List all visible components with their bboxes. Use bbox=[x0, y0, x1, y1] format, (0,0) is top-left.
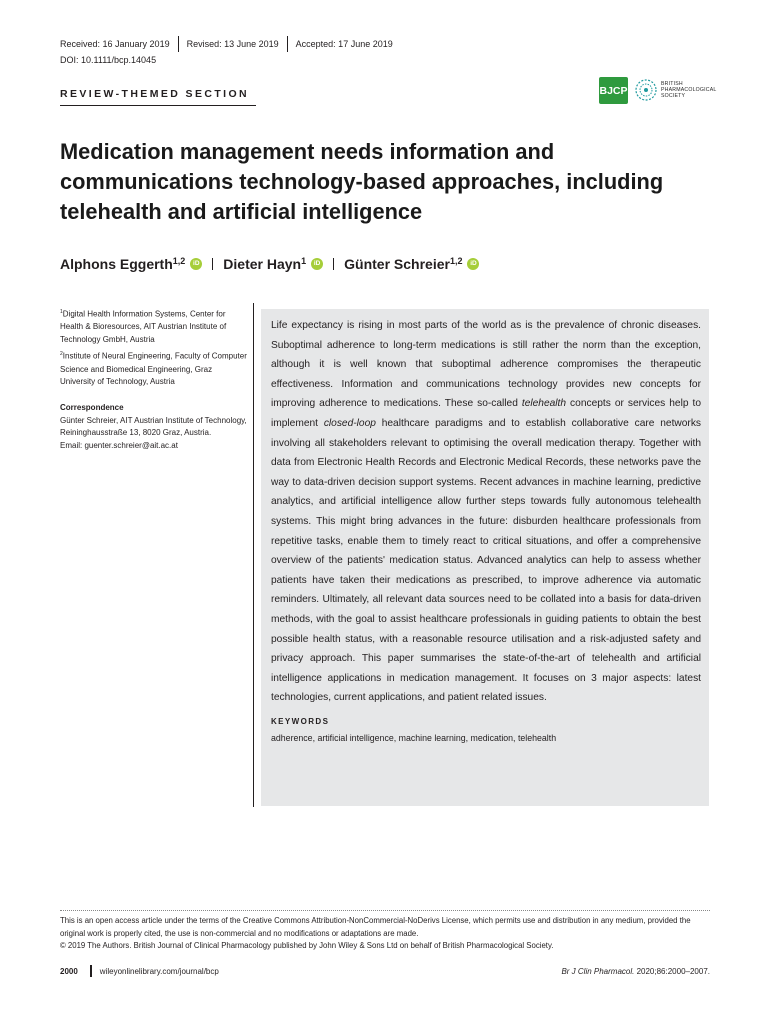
article-title: Medication management needs information and communications technology-based approaches, including telehealth and artificial intelligence bbox=[60, 139, 664, 224]
abstract-box bbox=[261, 309, 709, 806]
bps-line-3: SOCIETY bbox=[661, 93, 686, 99]
section-underline bbox=[60, 105, 256, 106]
affiliation-text: Digital Health Information Systems, Center for Health & Bioresources, AIT Austrian Institute of Technology GmbH, Austria bbox=[60, 309, 227, 344]
accepted-date: Accepted: 17 June 2019 bbox=[295, 39, 393, 49]
author-list bbox=[60, 256, 479, 272]
column-divider bbox=[253, 303, 254, 807]
orcid-icon[interactable]: iD bbox=[190, 258, 202, 270]
abstract-text bbox=[271, 316, 701, 708]
orcid-icon[interactable]: iD bbox=[311, 258, 323, 270]
author-affil-sup: 1 bbox=[301, 256, 307, 266]
affiliation-item bbox=[60, 348, 248, 388]
revised-date: Revised: 13 June 2019 bbox=[186, 39, 279, 49]
author-name[interactable]: Günter Schreier bbox=[344, 256, 450, 272]
journal-abbrev: Br J Clin Pharmacol. bbox=[561, 966, 635, 976]
copyright-text: © 2019 The Authors. British Journal of Clinical Pharmacology published by John Wiley & Sons Ltd on behalf of British Pharmacological Society. bbox=[60, 941, 554, 951]
affiliations bbox=[60, 306, 248, 391]
abstract-segment: healthcare paradigms and to establish collaborative care networks involving all stakeholders relevant to optimising the overall medication therapy. Together with data from Electronic Health Records and Electronic Medical Records, these networks pave the way to data-driven decision support systems. Recent advances in machine learning, predictive analytics, and artificial intelligence allow further steps towards fully autonomous telehealth systems. This might bring advances in the future: disburden healthcare professionals from repetitive tasks, enable them to timely react to critical situations, and offer a comprehensive overview of the patients' medication status. Advanced analytics can help to assess whether patients have taken their medications as prescribed, to improve adherence via automatic reminders. Ultimately, all relevant data sources need to be collated into a basis for data-driven methods, with the goal to assist healthcare professionals in guiding patients to obtain the best possible health status, with a reasonable resource utilisation and a risk-adjusted safety and privacy approach. This paper summarises the state-of-the-art of telehealth and artificial intelligence applications in medication management. It focuses on 3 major aspects: latest technologies, current applications, and patient related issues. bbox=[271, 417, 702, 704]
author-name[interactable]: Alphons Eggerth bbox=[60, 256, 173, 272]
bps-logo-text bbox=[661, 81, 716, 99]
doi[interactable]: DOI: 10.1111/bcp.14045 bbox=[60, 55, 157, 65]
affiliation-sup: 1 bbox=[60, 309, 63, 315]
abstract-emphasis: closed-loop bbox=[323, 417, 376, 429]
license-divider bbox=[60, 910, 710, 911]
orcid-icon[interactable]: iD bbox=[467, 258, 479, 270]
journal-url[interactable]: wileyonlinelibrary.com/journal/bcp bbox=[99, 966, 219, 976]
correspondence-text: Günter Schreier, AIT Austrian Institute of Technology, Reininghausstraße 13, 8020 Graz, Austria. bbox=[60, 415, 247, 438]
author-affil-sup: 1,2 bbox=[172, 256, 186, 266]
affiliation-item bbox=[60, 306, 248, 346]
article-dates bbox=[60, 37, 401, 51]
bps-emblem-icon bbox=[634, 76, 658, 104]
author-divider bbox=[333, 258, 334, 270]
citation-details: 2020;86:2000–2007. bbox=[634, 966, 710, 976]
footer-divider bbox=[90, 965, 92, 977]
correspondence-heading: Correspondence bbox=[60, 403, 124, 412]
received-date: Received: 16 January 2019 bbox=[60, 39, 170, 49]
keywords-heading: KEYWORDS bbox=[271, 716, 330, 726]
license-text: This is an open access article under the terms of the Creative Commons Attribution-NonCommercial-NoDerivs License, which permits use and distribution in any medium, provided the original work is properly cited, the use is non-commercial and no modifications or adaptations are made. bbox=[60, 916, 691, 938]
bjcp-logo bbox=[599, 77, 628, 104]
bps-line-2: PHARMACOLOGICAL bbox=[661, 87, 717, 93]
author-divider bbox=[212, 258, 213, 270]
page-number: 2000 bbox=[60, 966, 78, 976]
bjcp-logo-text: BJCP bbox=[599, 84, 628, 97]
license-notice bbox=[60, 915, 712, 953]
affiliation-sup: 2 bbox=[60, 351, 63, 358]
abstract-segment: concepts or services help to implement bbox=[271, 398, 701, 429]
author-affil-sup: 1,2 bbox=[449, 256, 463, 266]
correspondence bbox=[60, 402, 248, 452]
author-name[interactable]: Dieter Hayn bbox=[223, 256, 302, 272]
section-label: REVIEW-THEMED SECTION bbox=[60, 88, 250, 100]
affiliation-text: Institute of Neural Engineering, Faculty of Computer Science and Biomedical Engineering, Graz University of Technology, Austria bbox=[60, 352, 247, 387]
bps-logo bbox=[634, 76, 716, 104]
bps-line-1: BRITISH bbox=[661, 81, 683, 87]
correspondence-email[interactable]: Email: guenter.schreier@ait.ac.at bbox=[60, 440, 178, 450]
journal-citation bbox=[561, 967, 710, 976]
abstract-segment: Life expectancy is rising in most parts of the world as is the prevalence of chronic diseases. Suboptimal adherence to long-term medications is still rather the norm than the exception, although it is well known that suboptimal adherence compromises the therapeutic effectiveness. Information and communications technology provides new concepts for improving adherence to medications. These so-called bbox=[271, 320, 701, 410]
keywords-list: adherence, artificial intelligence, machine learning, medication, telehealth bbox=[271, 732, 557, 743]
abstract-emphasis: telehealth bbox=[521, 398, 567, 410]
page-footer bbox=[60, 965, 710, 977]
